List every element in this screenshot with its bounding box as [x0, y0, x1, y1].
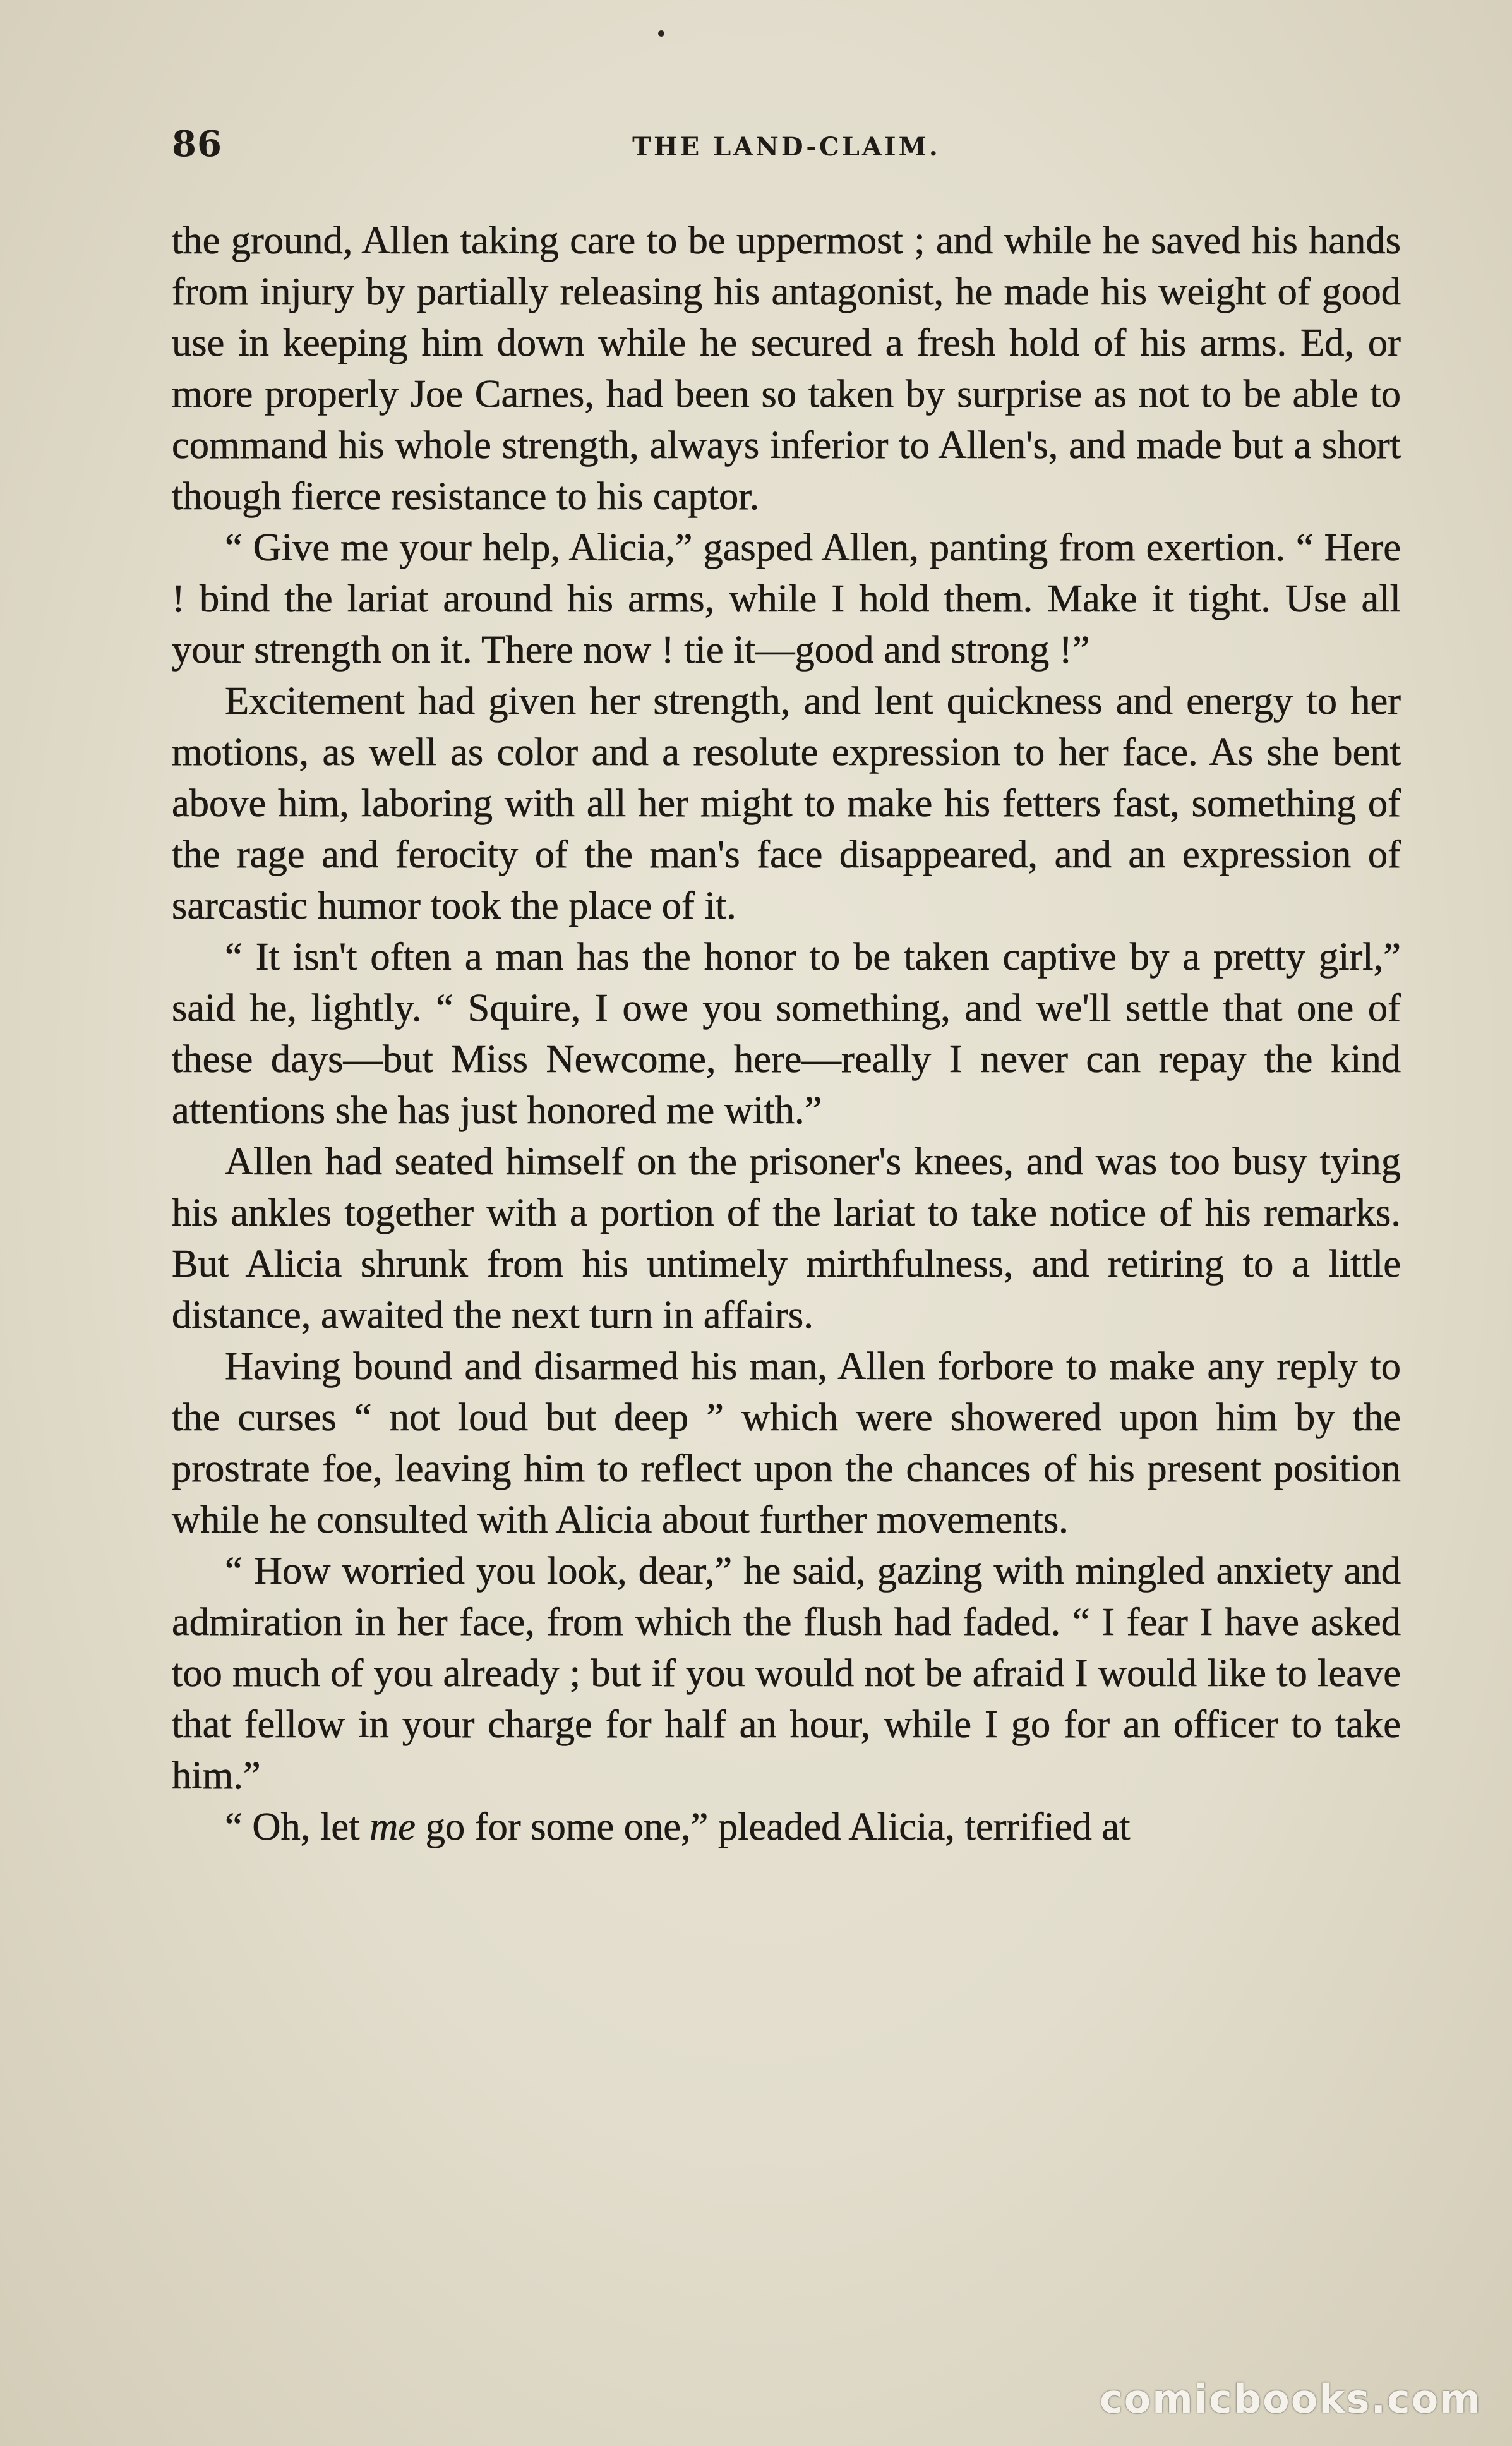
ink-speck: [658, 30, 664, 37]
emphasis-word: me: [369, 1804, 416, 1848]
watermark-logo: comicbooks.com: [1099, 2376, 1482, 2422]
page-header: [172, 123, 1401, 174]
paragraph-7: “ How worried you look, dear,” he said, gazing with mingled anxiety and admiration in her face, from which the flush had faded. “ I fear I have asked too much of you already ; but if you would not be afraid I would like to leave that fellow in your charge for half an hour, while I go for an officer to take him.”: [172, 1548, 1401, 1797]
paragraph-3: Excitement had given her strength, and lent quickness and energy to her motions, as well as color and a resolute expression to her face. As she bent above him, laboring with all her might to make his fetters fast, something of the rage and ferocity of the man's face disappeared, and an expression of sarcastic humor took the place of it.: [172, 678, 1401, 927]
paragraph-8-end: go for some one,” pleaded Alicia, terrified at: [416, 1804, 1131, 1848]
paragraph-6: Having bound and disarmed his man, Allen forbore to make any reply to the curses “ not loud but deep ” which were showered upon him by the prostrate foe, leaving him to reflect upon the chances of his present position while he consulted with Alicia about further movements.: [172, 1344, 1401, 1541]
paragraph-8: [172, 1801, 1401, 1852]
body-text: [172, 215, 1401, 1852]
running-head: THE LAND-CLAIM.: [632, 132, 940, 162]
paragraph-8-start: “ Oh, let: [225, 1804, 370, 1848]
paragraph-4: “ It isn't often a man has the honor to be taken captive by a pretty girl,” said he, lightly. “ Squire, I owe you something, and we'll settle that one of these days—but Miss Newcome, here—really I never can repay the kind attentions she has just honored me with.”: [172, 934, 1401, 1132]
paragraph-2: “ Give me your help, Alicia,” gasped Allen, panting from exertion. “ Here ! bind the lariat around his arms, while I hold them. Make it tight. Use all your strength on it. There now ! tie it—good and strong !”: [172, 525, 1401, 672]
paragraph-5: Allen had seated himself on the prisoner's knees, and was too busy tying his ankles together with a portion of the lariat to take notice of his remarks. But Alicia shrunk from his untimely mirthfulness, and retiring to a little distance, awaited the next turn in affairs.: [172, 1139, 1401, 1337]
page-number: 86: [172, 123, 222, 165]
paragraph-1: the ground, Allen taking care to be uppermost ; and while he saved his hands from injury by partially releasing his antagonist, he made his weight of good use in keeping him down while he secured a fresh hold of his arms. Ed, or more properly Joe Carnes, had been so taken by surprise as not to be able to command his whole strength, always inferior to Allen's, and made but a short though fierce resistance to his captor.: [172, 218, 1401, 518]
